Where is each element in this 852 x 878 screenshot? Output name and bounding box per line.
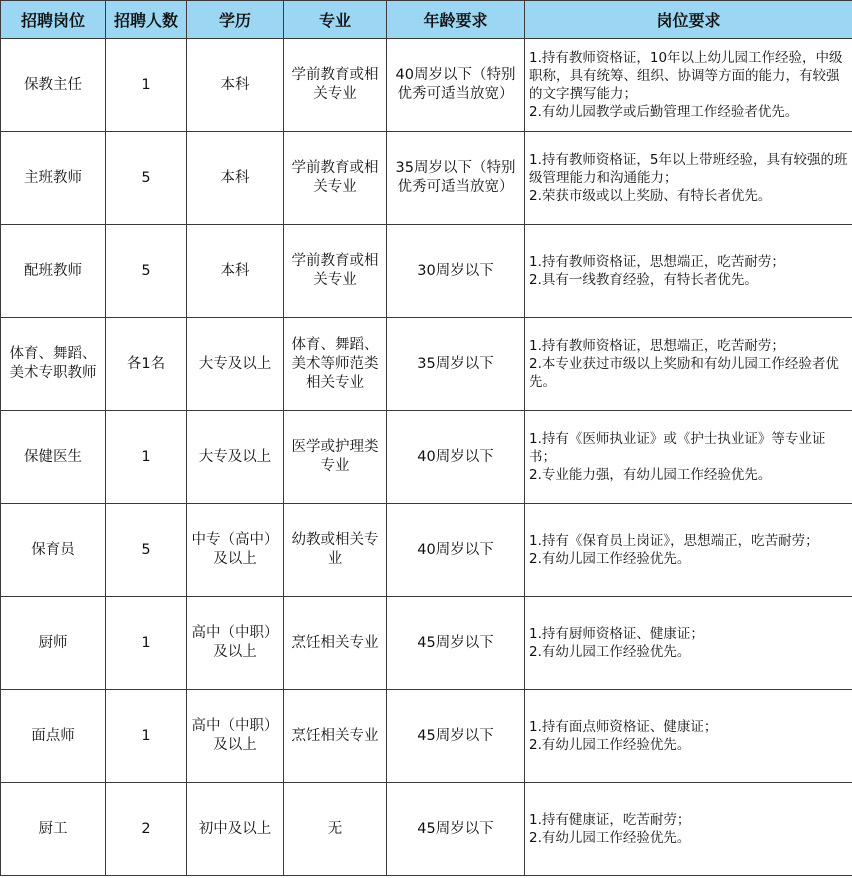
- requirement-line: 1.持有面点师资格证、健康证；: [529, 719, 718, 735]
- requirement-line: 1.持有《医师执业证》或《护士执业证》等专业证书；: [529, 431, 826, 465]
- age-cell: 40周岁以下: [387, 504, 525, 597]
- table-row: [1, 411, 852, 504]
- requirement-line: 2.本专业获过市级以上奖励和有幼儿园工作经验者优先。: [529, 356, 839, 390]
- education-cell: 本科: [187, 132, 284, 225]
- education-cell: 中专（高中）及以上: [187, 504, 284, 597]
- requirement-line: 1.持有教师资格证，10年以上幼儿园工作经验，中级职称，具有统筹、组织、协调等方面的能力，有较强的文字撰写能力；: [529, 50, 843, 102]
- table-row: [1, 504, 852, 597]
- major-cell: 医学或护理类专业: [284, 411, 387, 504]
- education-cell: 本科: [187, 225, 284, 318]
- table-row: [1, 39, 852, 132]
- requirements-cell: [525, 318, 852, 411]
- requirement-line: 1.持有健康证，吃苦耐劳；: [529, 812, 691, 828]
- requirements-cell: [525, 225, 852, 318]
- age-cell: 45周岁以下: [387, 690, 525, 783]
- requirement-line: 2.有幼儿园工作经验优先。: [529, 551, 691, 567]
- position-cell: 保健医生: [1, 411, 106, 504]
- requirement-line: 1.持有厨师资格证、健康证；: [529, 626, 704, 642]
- education-cell: 初中及以上: [187, 783, 284, 876]
- requirement-line: 2.有幼儿园工作经验优先。: [529, 644, 691, 660]
- major-cell: 学前教育或相关专业: [284, 132, 387, 225]
- table-row: [1, 132, 852, 225]
- position-cell: 保育员: [1, 504, 106, 597]
- table-row: [1, 783, 852, 876]
- requirements-cell: [525, 597, 852, 690]
- table-row: [1, 690, 852, 783]
- major-cell: 学前教育或相关专业: [284, 39, 387, 132]
- header-count: 招聘人数: [106, 1, 187, 39]
- age-cell: 30周岁以下: [387, 225, 525, 318]
- header-age: 年龄要求: [387, 1, 525, 39]
- header-education: 学历: [187, 1, 284, 39]
- table-row: [1, 225, 852, 318]
- table-row: [1, 597, 852, 690]
- requirements-cell: [525, 783, 852, 876]
- requirement-line: 2.有幼儿园工作经验优先。: [529, 737, 691, 753]
- major-cell: 幼教或相关专业: [284, 504, 387, 597]
- education-cell: 高中（中职）及以上: [187, 597, 284, 690]
- position-cell: 体育、舞蹈、美术专职教师: [1, 318, 106, 411]
- header-requirements: 岗位要求: [525, 1, 852, 39]
- count-cell: 1: [106, 39, 187, 132]
- requirements-cell: [525, 411, 852, 504]
- education-cell: 本科: [187, 39, 284, 132]
- major-cell: 体育、舞蹈、美术等师范类相关专业: [284, 318, 387, 411]
- education-cell: 高中（中职）及以上: [187, 690, 284, 783]
- major-cell: 学前教育或相关专业: [284, 225, 387, 318]
- count-cell: 1: [106, 597, 187, 690]
- education-cell: 大专及以上: [187, 411, 284, 504]
- age-cell: 35周岁以下（特别优秀可适当放宽）: [387, 132, 525, 225]
- position-cell: 面点师: [1, 690, 106, 783]
- header-row: [1, 1, 852, 39]
- age-cell: 45周岁以下: [387, 597, 525, 690]
- count-cell: 5: [106, 225, 187, 318]
- major-cell: 烹饪相关专业: [284, 597, 387, 690]
- header-major: 专业: [284, 1, 387, 39]
- requirement-line: 2.有幼儿园教学或后勤管理工作经验者优先。: [529, 104, 799, 120]
- requirement-line: 1.持有教师资格证，思想端正，吃苦耐劳；: [529, 254, 785, 270]
- education-cell: 大专及以上: [187, 318, 284, 411]
- requirements-cell: [525, 690, 852, 783]
- requirement-line: 1.持有教师资格证，5年以上带班经验，具有较强的班级管理能力和沟通能力；: [529, 152, 848, 186]
- count-cell: 2: [106, 783, 187, 876]
- header-position: 招聘岗位: [1, 1, 106, 39]
- requirement-line: 2.荣获市级或以上奖励、有特长者优先。: [529, 188, 772, 204]
- count-cell: 5: [106, 132, 187, 225]
- position-cell: 厨师: [1, 597, 106, 690]
- position-cell: 配班教师: [1, 225, 106, 318]
- requirement-line: 1.持有《保育员上岗证》，思想端正，吃苦耐劳；: [529, 533, 819, 549]
- position-cell: 保教主任: [1, 39, 106, 132]
- requirement-line: 2.具有一线教育经验，有特长者优先。: [529, 272, 758, 288]
- requirements-cell: [525, 132, 852, 225]
- position-cell: 主班教师: [1, 132, 106, 225]
- count-cell: 1: [106, 690, 187, 783]
- table-row: [1, 318, 852, 411]
- position-cell: 厨工: [1, 783, 106, 876]
- count-cell: 5: [106, 504, 187, 597]
- requirements-cell: [525, 504, 852, 597]
- age-cell: 45周岁以下: [387, 783, 525, 876]
- table-body: [1, 39, 852, 876]
- major-cell: 无: [284, 783, 387, 876]
- major-cell: 烹饪相关专业: [284, 690, 387, 783]
- count-cell: 1: [106, 411, 187, 504]
- age-cell: 40周岁以下（特别优秀可适当放宽）: [387, 39, 525, 132]
- requirement-line: 2.专业能力强，有幼儿园工作经验优先。: [529, 467, 772, 483]
- age-cell: 35周岁以下: [387, 318, 525, 411]
- age-cell: 40周岁以下: [387, 411, 525, 504]
- requirement-line: 1.持有教师资格证，思想端正，吃苦耐劳；: [529, 338, 785, 354]
- requirements-cell: [525, 39, 852, 132]
- requirement-line: 2.有幼儿园工作经验优先。: [529, 830, 691, 846]
- count-cell: 各1名: [106, 318, 187, 411]
